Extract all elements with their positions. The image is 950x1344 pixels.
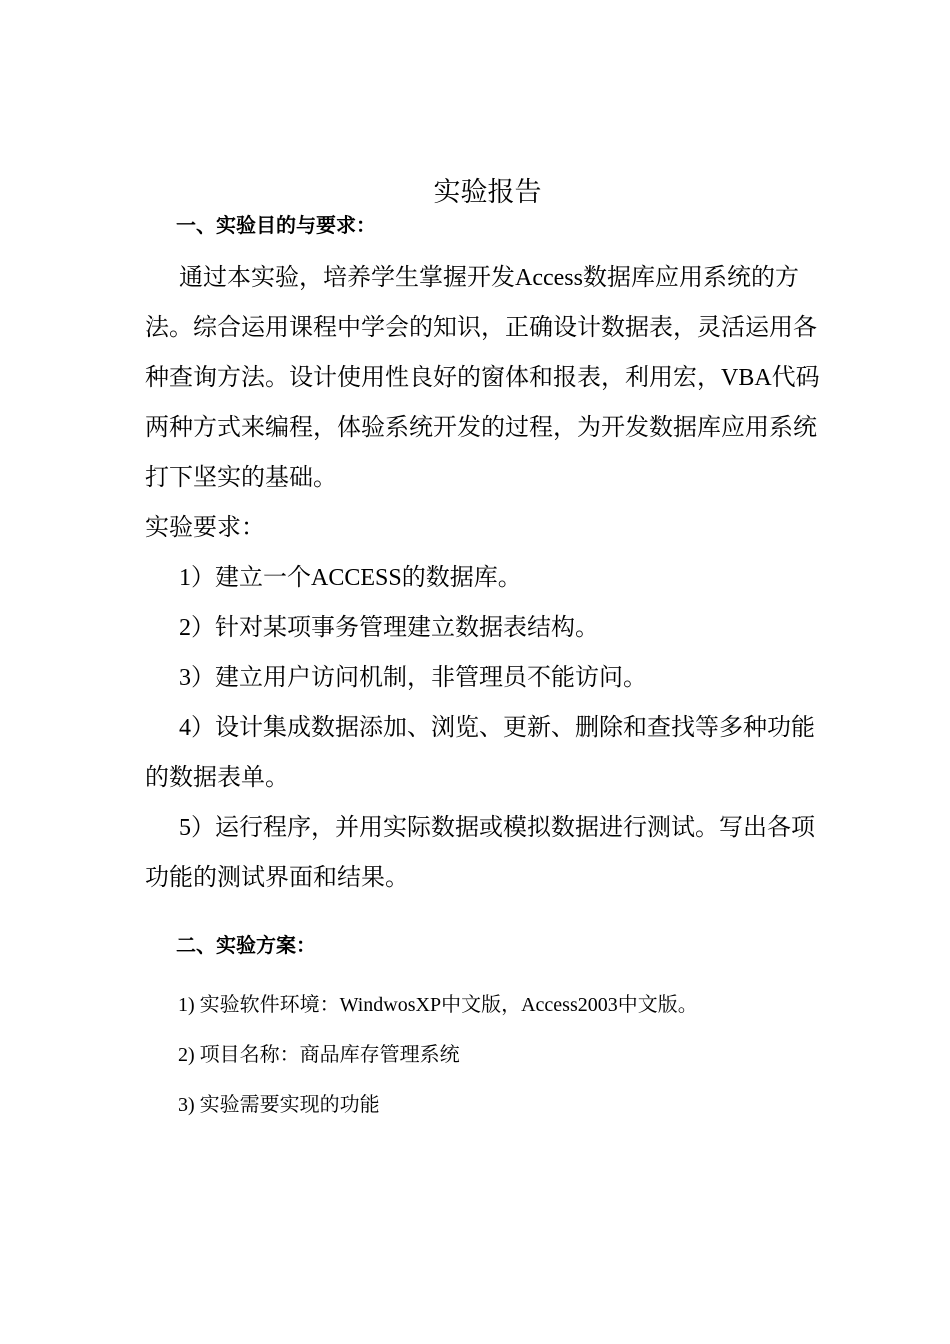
requirement-item: 5）运行程序，并用实际数据或模拟数据进行测试。写出各项功能的测试界面和结果。 [145,815,815,891]
requirement-item: 4）设计集成数据添加、浏览、更新、删除和查找等多种功能的数据表单。 [145,715,815,791]
plan-item: 3) 实验需要实现的功能 [178,1094,380,1116]
section-heading-plan: 二、实验方案： [176,933,316,957]
plan-item: 1) 实验软件环境：WindwosXP中文版，Access2003中文版。 [178,994,698,1016]
document-title: 实验报告 [433,177,542,209]
requirement-item: 2）针对某项事务管理建立数据表结构。 [179,615,599,641]
intro-paragraph: 通过本实验，培养学生掌握开发Access数据库应用系统的方法。综合运用课程中学会的知识，正确设计数据表，灵活运用各种查询方法。设计使用性良好的窗体和报表，利用宏，VBA代码两种方式来编程，体验系统开发的过程，为开发数据库应用系统打下坚实的基础。 [145,265,820,491]
plan-item: 2) 项目名称：商品库存管理系统 [178,1044,460,1066]
requirement-item: 1）建立一个ACCESS的数据库。 [179,565,522,591]
section-heading-objectives: 一、实验目的与要求： [176,213,376,237]
requirements-list [145,553,835,903]
requirement-item: 3）建立用户访问机制，非管理员不能访问。 [179,665,647,691]
requirements-label: 实验要求： [145,515,265,541]
plan-list [178,980,838,1130]
